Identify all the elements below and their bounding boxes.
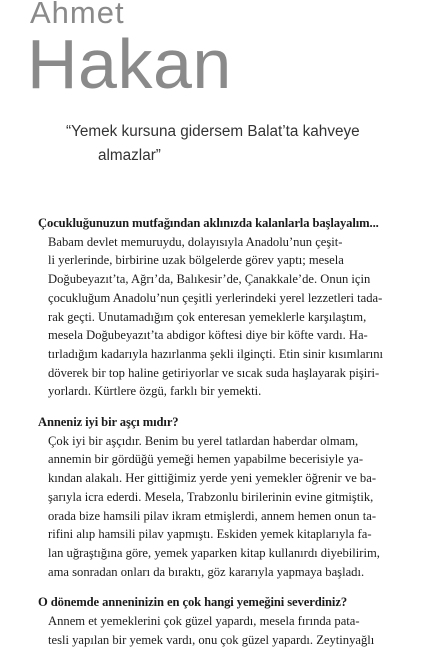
- answer-line: rak geçti. Unutamadığım çok enteresan yemeklerle karşılaştım,: [48, 309, 367, 324]
- answer-line: tırladığım kadarıyla hazırlanma şekli ilginçti. Etin sinir kısımlarını: [48, 346, 384, 361]
- pull-quote: [66, 120, 386, 168]
- answer-line: tesli yapılan bir yemek vardı, onu çok güzel yapardı. Zeytinyağlı: [48, 632, 375, 647]
- answer-line: li yerlerinde, birbirine uzak bölgelerde görev yaptı; mesela: [48, 253, 344, 268]
- answer-line: kından alakalı. Her gittiğimiz yerde yeni yemekler öğrenir ve ba-: [48, 471, 377, 486]
- answer-line: mesela Doğubeyazıt’ta abdigor köftesi diye bir köfte vardı. Ha-: [48, 328, 368, 343]
- answer-line: şarıyla icra ederdi. Mesela, Trabzonlu birilerinin evine gitmiştik,: [48, 489, 374, 504]
- interview-question: Anneniz iyi bir aşçı mıdır?: [38, 415, 179, 430]
- interview-answer: [38, 233, 404, 401]
- interview-answer: [38, 612, 404, 649]
- interview-answer: [38, 432, 404, 582]
- answer-line: lan uğraştığına göre, yemek yaparken kitap kullanırdı diyebilirim,: [48, 545, 380, 560]
- pull-quote-line: “Yemek kursuna gidersem Balat’ta kahveye: [66, 123, 360, 140]
- answer-line: ama sonradan onları da bıraktı, göz kararıyla yapmaya başladı.: [48, 564, 365, 579]
- answer-line: Babam devlet memuruydu, dolayısıyla Anadolu’nun çeşit-: [48, 234, 343, 249]
- answer-line: annemin bir gördüğü yemeği hemen yapabilme becerisiyle ya-: [48, 452, 364, 467]
- pull-quote-line: almazlar”: [98, 147, 161, 164]
- answer-line: çocukluğum Anadolu’nun çeşitli yerlerindeki yerel lezzetleri tada-: [48, 290, 383, 305]
- interview-body: [38, 214, 404, 649]
- interview-question: O dönemde anneninizin en çok hangi yemeğini severdiniz?: [38, 595, 348, 610]
- answer-line: Doğubeyazıt’ta, Ağrı’da, Balıkesir’de, Çanakkale’de. Onun için: [48, 272, 371, 287]
- answer-line: Çok iyi bir aşçıdır. Benim bu yerel tatlardan haberdar olmam,: [48, 433, 359, 448]
- answer-line: rifini alıp hamsili pilav yapmıştı. Eskiden yemek kitaplarıyla fa-: [48, 527, 372, 542]
- answer-line: döverek bir top haline getiriyorlar ve sıcak suda haşlayarak pişiri-: [48, 365, 380, 380]
- author-first-name: Ahmet: [30, 0, 125, 30]
- interview-question: Çocukluğunuzun mutfağından aklınızda kalanlarla başlayalım...: [38, 216, 379, 230]
- answer-line: yorlardı. Kürtlere özgü, farklı bir yemekti.: [48, 384, 262, 399]
- author-last-name: Hakan: [27, 25, 232, 103]
- answer-line: orada bize hamsili pilav ikram etmişlerdi, annem hemen onun ta-: [48, 508, 377, 523]
- answer-line: Annem et yemeklerini çok güzel yapardı, mesela fırında pata-: [48, 614, 360, 629]
